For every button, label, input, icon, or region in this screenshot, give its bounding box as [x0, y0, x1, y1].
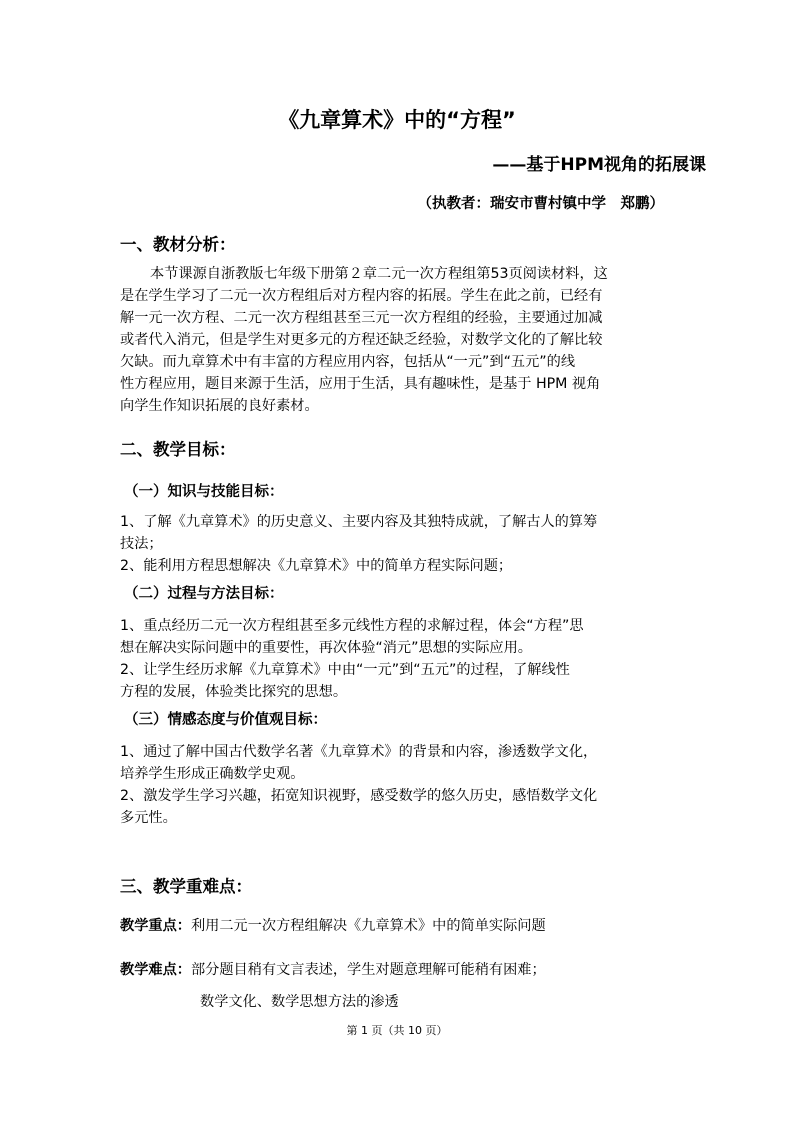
goal-line: 1、了解《九章算术》的历史意义、主要内容及其独特成就，了解古人的算筹 — [120, 514, 598, 530]
paragraph-line: 或者代入消元，但是学生对更多元的方程还缺乏经验，对数学文化的了解比较 — [120, 332, 603, 348]
document-subtitle: ——基于HPM视角的拓展课 — [492, 155, 706, 175]
goal-line: 培养学生形成正确数学史观。 — [120, 766, 305, 782]
difficult-point-line — [120, 960, 546, 982]
paragraph-line: 向学生作知识拓展的良好素材。 — [120, 398, 319, 414]
paragraph-line: 解一元一次方程、二元一次方程组甚至三元一次方程组的经验，主要通过加减 — [120, 310, 603, 326]
goal-line: 1、重点经历二元一次方程组甚至多元线性方程的求解过程，体会“方程”思 — [120, 618, 584, 634]
paragraph-line: 欠缺。而九章算术中有丰富的方程应用内容，包括从“一元”到“五元”的线 — [120, 354, 576, 370]
key-point-line — [120, 916, 546, 938]
difficult-point-line-2: 数学文化、数学思想方法的渗透 — [200, 994, 399, 1010]
difficult-point-text: 部分题目稍有文言表述，学生对题意理解可能稍有困难； — [190, 962, 546, 978]
goal-line: 2、让学生经历求解《九章算术》中由“一元”到“五元”的过程，了解线性 — [120, 662, 570, 678]
document-title: 《九章算术》中的“方程” — [278, 108, 516, 132]
goal-line: 想在解决实际问题中的重要性，再次体验“消元”思想的实际应用。 — [120, 640, 532, 656]
goal-line: 1、通过了解中国古代数学名著《九章算术》的背景和内容，渗透数学文化， — [120, 744, 598, 760]
section-heading-teaching-goals: 二、教学目标： — [120, 440, 236, 459]
page-footer: 第 1 页（共 10 页） — [346, 1024, 448, 1037]
goal-line: 2、激发学生学习兴趣，拓宽知识视野，感受数学的悠久历史，感悟数学文化 — [120, 788, 598, 804]
section-heading-key-difficult-points: 三、教学重难点： — [120, 877, 252, 896]
goal-line: 方程的发展，体验类比探究的思想。 — [120, 684, 348, 700]
goal-line: 2、能利用方程思想解决《九章算术》中的简单方程实际问题； — [120, 558, 513, 574]
paragraph-line: 性方程应用，题目来源于生活，应用于生活，具有趣味性，是基于 HPM 视角 — [120, 376, 601, 392]
difficult-point-label: 教学难点： — [120, 962, 191, 978]
paragraph-line: 是在学生学习了二元一次方程组后对方程内容的拓展。学生在此之前，已经有 — [120, 288, 603, 304]
subsection-heading-knowledge-skills: （一）知识与技能目标： — [124, 484, 284, 500]
author-line: （执教者：瑞安市曹村镇中学 郑鹏） — [417, 196, 664, 212]
goal-line: 多元性。 — [120, 810, 177, 826]
section-heading-textbook-analysis: 一、教材分析： — [120, 235, 236, 254]
goal-line: 技法； — [120, 536, 163, 552]
key-point-label: 教学重点： — [120, 918, 191, 934]
subsection-heading-process-methods: （二）过程与方法目标： — [124, 586, 284, 602]
paragraph-line: 本节课源自浙教版七年级下册第２章二元一次方程组第53页阅读材料，这 — [150, 266, 608, 282]
subsection-heading-attitude-values: （三）情感态度与价值观目标： — [124, 712, 327, 728]
key-point-text: 利用二元一次方程组解决《九章算术》中的简单实际问题 — [190, 918, 546, 934]
